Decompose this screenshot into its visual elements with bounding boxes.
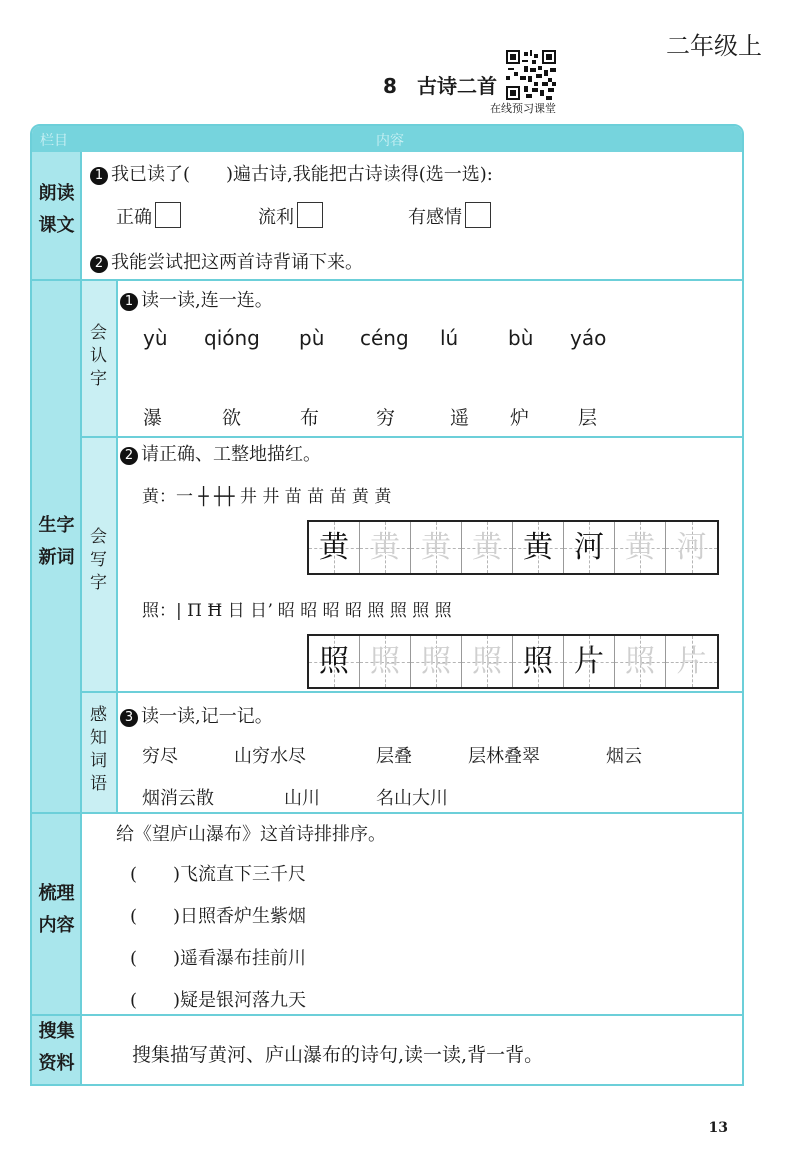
word-item: 层叠 bbox=[376, 746, 412, 767]
section-label-collect: 搜集 资料 bbox=[38, 1021, 75, 1074]
character-item[interactable]: 穷 bbox=[376, 407, 396, 429]
grid-cell[interactable] bbox=[411, 522, 462, 573]
stroke-order-zhao bbox=[142, 596, 452, 621]
poem-line[interactable]: ( )疑是银河落九天 bbox=[130, 990, 307, 1011]
section-label-vocab: 生字 新词 bbox=[38, 515, 75, 568]
divider bbox=[80, 152, 82, 1084]
trace-char: 黄 bbox=[421, 530, 451, 565]
divider bbox=[116, 280, 118, 812]
grid-cell[interactable] bbox=[462, 636, 513, 687]
trace-char: 黄 bbox=[472, 530, 502, 565]
number-badge: 3 bbox=[120, 709, 138, 727]
pinyin-item[interactable]: qióng bbox=[204, 326, 260, 350]
pinyin-item[interactable]: céng bbox=[360, 326, 409, 350]
recognize-instruction bbox=[120, 286, 273, 312]
trace-char: 照 bbox=[625, 644, 655, 679]
trace-char: 照 bbox=[472, 644, 502, 679]
header-content-label: 内容 bbox=[376, 133, 404, 149]
character-item[interactable]: 炉 bbox=[510, 407, 530, 429]
table-header-row bbox=[32, 126, 742, 152]
reading-question-1 bbox=[90, 160, 493, 186]
trace-char: 照 bbox=[421, 644, 451, 679]
reading-option-fluent[interactable] bbox=[258, 202, 323, 229]
sublabel-words: 感 知 词 语 bbox=[90, 705, 107, 794]
trace-char: 片 bbox=[574, 644, 604, 679]
character-item[interactable]: 层 bbox=[578, 407, 598, 429]
qr-code-icon[interactable] bbox=[506, 50, 556, 100]
pinyin-item[interactable]: lú bbox=[440, 326, 459, 350]
grid-cell[interactable] bbox=[564, 636, 615, 687]
stroke-sequence: ：一 ┼ ┼┼ 井 井 苗 苗 苗 黄 黄 bbox=[159, 487, 392, 507]
pinyin-item[interactable]: yáo bbox=[570, 326, 607, 350]
sublabel-recognize: 会 认 字 bbox=[90, 323, 107, 389]
trace-char: 黄 bbox=[319, 530, 349, 565]
option-label: 正确 bbox=[116, 207, 152, 228]
number-badge: 2 bbox=[120, 447, 138, 465]
stroke-sequence: ：| Π Ħ 日 日ʼ 昭 昭 昭 昭 照 照 照 照 bbox=[159, 601, 452, 621]
trace-char: 照 bbox=[370, 644, 400, 679]
word-item: 名山大川 bbox=[376, 788, 448, 809]
grid-cell[interactable] bbox=[615, 636, 666, 687]
trace-char: 黄 bbox=[523, 530, 553, 565]
section-label-organize: 梳理 内容 bbox=[38, 883, 75, 936]
instruction-text: 读一读,连一连。 bbox=[141, 290, 273, 311]
checkbox[interactable] bbox=[155, 202, 181, 228]
trace-char: 黄 bbox=[370, 530, 400, 565]
trace-char: 照 bbox=[523, 644, 553, 679]
trace-char: 河 bbox=[676, 530, 707, 565]
tracing-grid-zhao bbox=[307, 634, 719, 689]
poem-line[interactable]: ( )飞流直下三千尺 bbox=[130, 864, 307, 885]
word-item: 烟云 bbox=[606, 746, 642, 767]
option-label: 流利 bbox=[258, 207, 294, 228]
header-column-label: 栏目 bbox=[40, 133, 68, 149]
number-badge: 2 bbox=[90, 255, 108, 273]
grade-label: 二年级上 bbox=[666, 32, 762, 60]
page-number: 13 bbox=[708, 1120, 728, 1136]
checkbox[interactable] bbox=[297, 202, 323, 228]
organize-instruction: 给《望庐山瀑布》这首诗排排序。 bbox=[116, 824, 386, 845]
grid-cell[interactable] bbox=[309, 636, 360, 687]
label-column bbox=[32, 152, 81, 1084]
word-item: 烟消云散 bbox=[142, 788, 214, 809]
tracing-grid-huang bbox=[307, 520, 719, 575]
divider bbox=[32, 812, 742, 814]
write-instruction bbox=[120, 440, 321, 466]
word-item: 穷尽 bbox=[142, 746, 178, 767]
stroke-order-huang bbox=[142, 482, 391, 507]
grid-cell[interactable] bbox=[513, 522, 564, 573]
trace-char: 河 bbox=[574, 530, 604, 565]
number-badge: 1 bbox=[120, 293, 138, 311]
grid-cell[interactable] bbox=[666, 522, 717, 573]
character-label: 照 bbox=[142, 601, 159, 621]
grid-cell[interactable] bbox=[666, 636, 717, 687]
character-item[interactable]: 欲 bbox=[222, 407, 242, 429]
instruction-text: 请正确、工整地描红。 bbox=[141, 444, 321, 465]
divider bbox=[80, 436, 742, 438]
question-text: 我已读了( )遍古诗,我能把古诗读得(选一选): bbox=[111, 164, 493, 185]
pinyin-item[interactable]: yù bbox=[143, 326, 168, 350]
poem-line[interactable]: ( )日照香炉生紫烟 bbox=[130, 906, 307, 927]
character-label: 黄 bbox=[142, 487, 159, 507]
character-item[interactable]: 遥 bbox=[450, 407, 470, 429]
qr-caption: 在线预习课堂 bbox=[490, 102, 556, 115]
pinyin-item[interactable]: bù bbox=[508, 326, 534, 350]
divider bbox=[32, 279, 742, 281]
reading-option-correct[interactable] bbox=[116, 202, 181, 229]
trace-char: 黄 bbox=[625, 530, 655, 565]
words-instruction bbox=[120, 702, 273, 728]
character-item[interactable]: 布 bbox=[300, 407, 320, 429]
character-item[interactable]: 瀑 bbox=[143, 407, 163, 429]
grid-cell[interactable] bbox=[360, 522, 411, 573]
grid-cell[interactable] bbox=[564, 522, 615, 573]
number-badge: 1 bbox=[90, 167, 108, 185]
option-label: 有感情 bbox=[408, 207, 462, 228]
collect-text: 搜集描写黄河、庐山瀑布的诗句,读一读,背一背。 bbox=[132, 1044, 544, 1066]
word-item: 层林叠翠 bbox=[468, 746, 540, 767]
grid-cell[interactable] bbox=[513, 636, 564, 687]
instruction-text: 读一读,记一记。 bbox=[141, 706, 273, 727]
grid-cell[interactable] bbox=[462, 522, 513, 573]
word-item: 山川 bbox=[284, 788, 320, 809]
grid-cell[interactable] bbox=[411, 636, 462, 687]
trace-char: 片 bbox=[676, 644, 707, 679]
divider bbox=[32, 1014, 742, 1016]
word-item: 山穷水尽 bbox=[234, 746, 306, 767]
trace-char: 照 bbox=[319, 644, 349, 679]
reading-option-expressive[interactable] bbox=[408, 202, 491, 229]
pinyin-item[interactable]: pù bbox=[299, 326, 325, 350]
question-text: 我能尝试把这两首诗背诵下来。 bbox=[111, 252, 363, 273]
poem-line[interactable]: ( )遥看瀑布挂前川 bbox=[130, 948, 307, 969]
sublabel-write: 会 写 字 bbox=[90, 527, 107, 593]
grid-cell[interactable] bbox=[309, 522, 360, 573]
reading-question-2 bbox=[90, 248, 363, 274]
lesson-title: 8 古诗二首 bbox=[383, 74, 497, 98]
section-label-reading: 朗读 课文 bbox=[38, 183, 75, 236]
divider bbox=[80, 691, 742, 693]
grid-cell[interactable] bbox=[360, 636, 411, 687]
grid-cell[interactable] bbox=[615, 522, 666, 573]
checkbox[interactable] bbox=[465, 202, 491, 228]
